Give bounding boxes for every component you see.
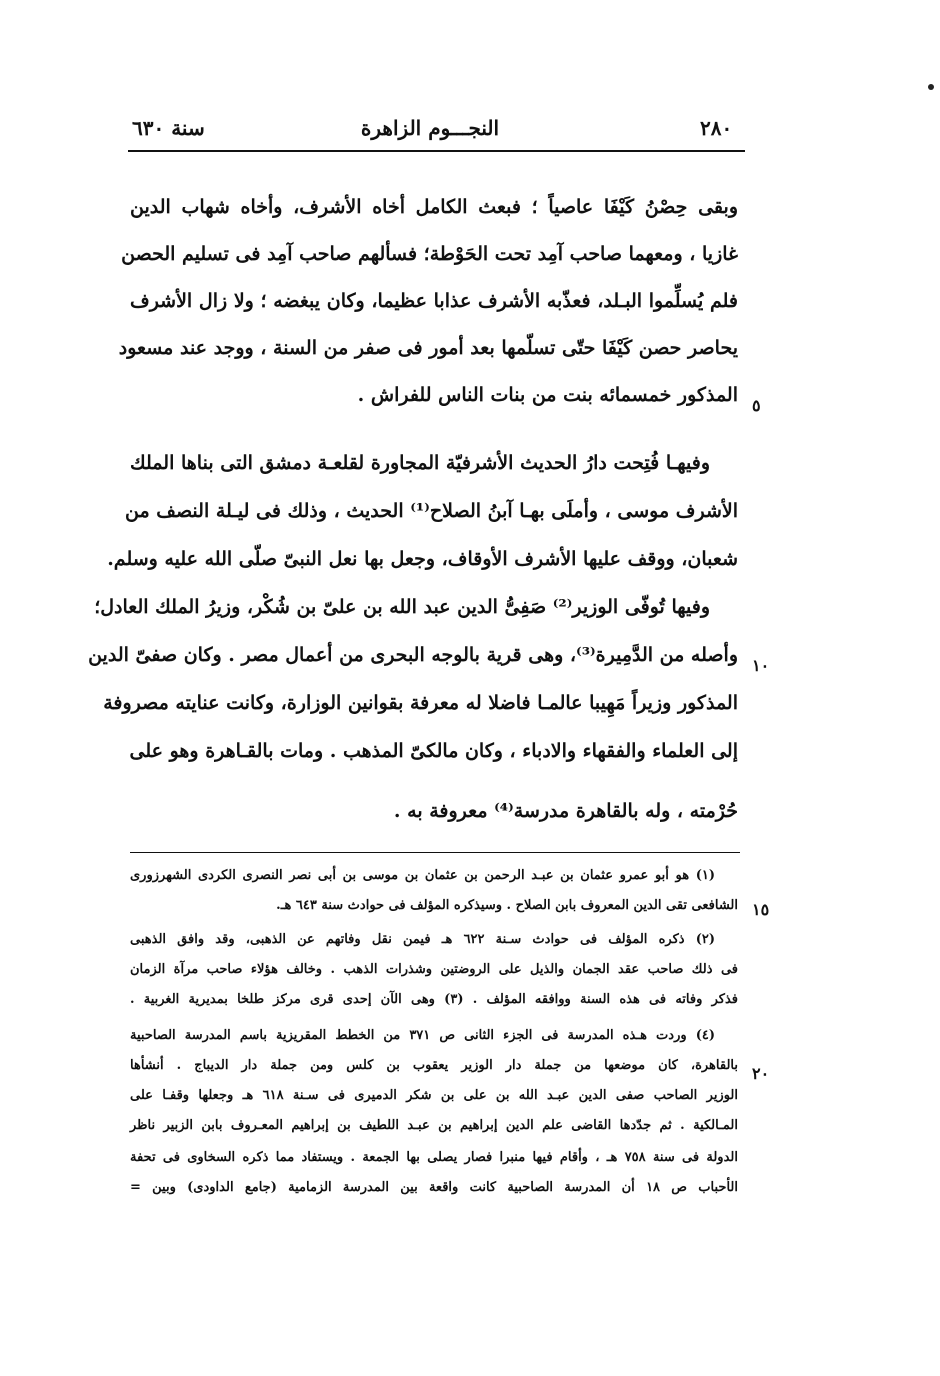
line-number: ١٠ xyxy=(752,656,770,675)
footnote-line: فى ذلك صاحب عقد الجمان والذيل على الروضتين وشذرات الذهب . وخالف هؤلاء صاحب مرآة الزمان xyxy=(130,962,738,977)
footnote-line: (١) هو أبو عمرو عثمان بن عبـد الرحمن بن عثمان بن موسى بن أبى نصر النصرى الكردى الشهرزورى xyxy=(130,868,715,883)
footnote-line: بالقاهرة، كان موضعها من جملة دار الوزير يعقوب بن كلس ومن جملة دار الديباج . أنشأها xyxy=(130,1058,738,1073)
text-line: يحاصر حصن كَيْفَا حتّى تسلّمها بعد أمور فى صفر من السنة ، ووجد عند مسعود xyxy=(118,337,738,359)
footnote-line: الوزير الصاحب صفى الدين عبـد الله بن على بن شكر الدميرى فى سـنة ٦١٨ هـ وجعلها وقفـا على xyxy=(130,1088,739,1103)
text-line: المذكور خمسمائه بنت من بنات الناس للفراش . xyxy=(357,384,738,406)
text-line: المذكور وزيراً مَهِيبا عالمـا فاضلا له معرفة بقوانين الوزارة، وكانت عنايته مصروفة xyxy=(103,692,738,714)
text-line: الأشرف موسى ، وأملَى بهـا آبنُ الصلاح⁽¹⁾ الحديث ، وذلك فى ليـلة النصف من xyxy=(125,500,738,522)
page-number: ٢٨٠ xyxy=(700,116,733,140)
text-line: حُرْمته ، وله بالقاهرة مدرسة⁽⁴⁾ معروفة به . xyxy=(393,800,738,822)
line-number: ٥ xyxy=(752,396,761,415)
line-number: ١٥ xyxy=(752,900,770,919)
footnote-line: الشافعى تقى الدين المعروف بابن الصلاح . وسيذكره المؤلف فى حوادث سنة ٦٤٣ هـ. xyxy=(276,898,738,913)
footnote-line: فذكر وفاته فى هذه السنة ووافقه المؤلف . (٣) وهى الآن إحدى قرى مركز طلخا بمديرية الغربية . xyxy=(130,992,739,1007)
footnote-line: (٤) وردت هـذه المدرسة فى الجزء الثانى ص ٣٧١ من الخطط المقريزية باسم المدرسة الصاحبية xyxy=(130,1028,715,1043)
text-line: إلى العلماء والفقهاء والادباء ، وكان مالكىّ المذهب . ومات بالقـاهرة وهو على xyxy=(129,740,738,762)
footnote-line: المـالكية . ثم جدّدها القاضى علم الدين إبراهيم بن عبـد اللطيف بن إبراهيم المعـروف بابن الزبير ناظر xyxy=(130,1118,738,1133)
footnote-line: الأحباب ص ١٨ أن المدرسة الصاحبية كانت واقعة بين المدرسة الزمامية (جامع الداودى) وبين = xyxy=(130,1180,738,1195)
text-line: وأصله من الدَّمِيرة⁽³⁾، وهى قرية بالوجه البحرى من أعمال مصر . وكان صفىّ الدين xyxy=(88,644,738,666)
text-line: شعبان، ووقف عليها الأشرف الأوقاف، وجعل بها نعل النبىّ صلّى الله عليه وسلم. xyxy=(107,548,738,570)
running-title: النجـــوم الزاهرة xyxy=(360,116,500,140)
text-line: غازيا ، ومعهما صاحب آمِد تحت الحَوْطة؛ فسألهم صاحب آمِد فى تسليم الحصن xyxy=(121,243,738,265)
running-year: سنة ٦٣٠ xyxy=(132,116,205,140)
footnote-line: (٢) ذكره المؤلف فى حوادث سـنة ٦٢٢ هـ فيمن نقل وفاتهم عن الذهبى، وقد وافق الذهبى xyxy=(130,932,715,947)
line-number: ٢٠ xyxy=(752,1064,770,1083)
text-line: فلم يُسلِّموا البـلد، فعذّبه الأشرف عذابا عظيما، وكان يبغضه ؛ ولا زال الأشرف xyxy=(130,290,738,312)
footnote-line: الدولة فى سنة ٧٥٨ هـ ، وأقام فيها منبرا فصار يصلى بها الجمعة . ويستفاد مما ذكره السخاوى فى تحفة xyxy=(130,1150,738,1165)
text-line: وفيها تُوفّى الوزير⁽²⁾ صَفِىُّ الدين عبد الله بن علىّ بن شُكْر، وزيرُ الملك العادل؛ xyxy=(94,596,710,618)
text-line: وفيهـا فُتِحت دارُ الحديث الأشرفيّة المجاورة لقلعـة دمشق التى بناها الملك xyxy=(130,452,710,474)
footnote-rule xyxy=(130,852,740,853)
header-rule xyxy=(128,150,745,152)
text-line: وبقى حِصْنُ كَيْفَا عاصياً ؛ فبعث الكامل أخاه الأشرف، وأخاه شهاب الدين xyxy=(130,196,738,218)
scan-speck xyxy=(928,84,934,90)
